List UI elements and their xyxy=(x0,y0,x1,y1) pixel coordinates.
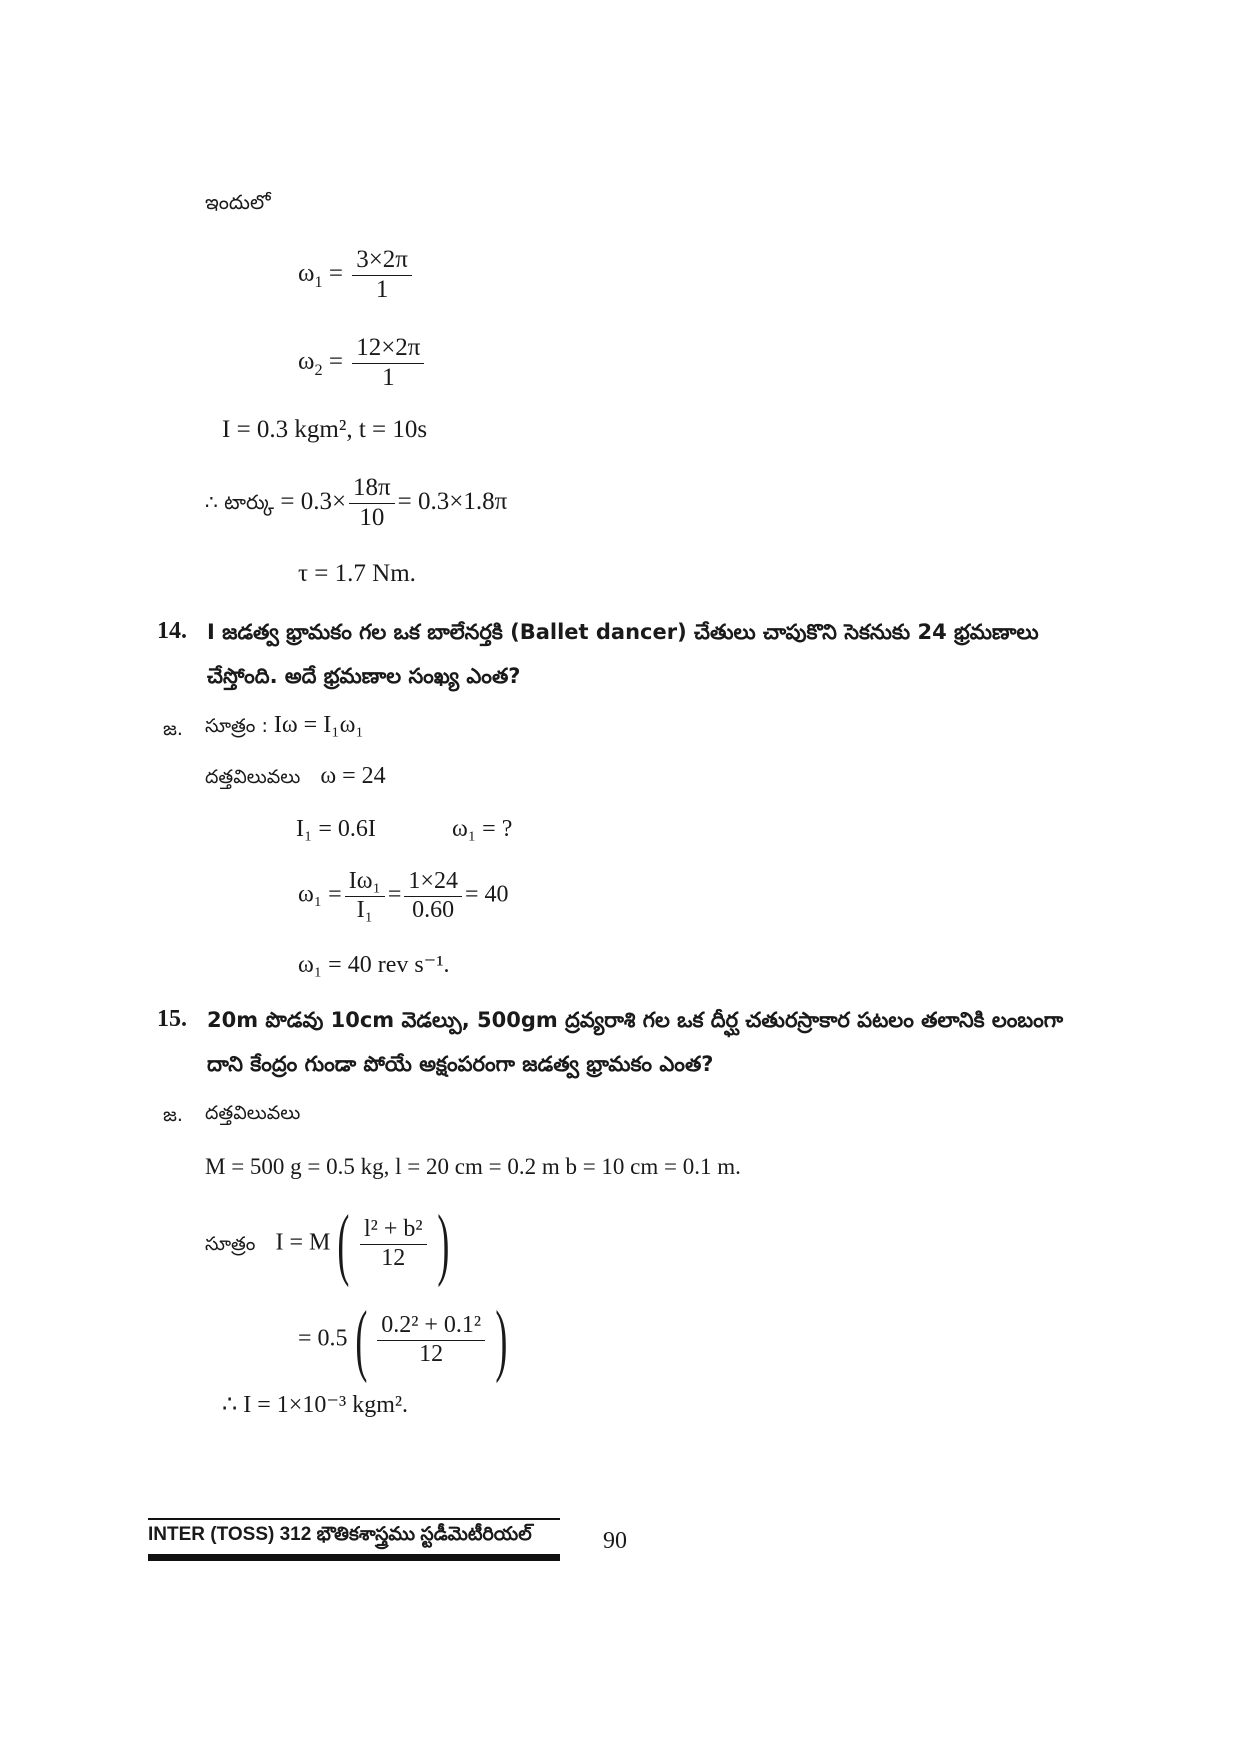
q15-sub-fraction: $\frac{\text{0.2² + 0.1²}}{12}$ xyxy=(377,1312,485,1368)
footer-title: INTER (TOSS) 312 భౌతికశాస్త్రము స్టడీమెటీరియల్ xyxy=(148,1524,532,1545)
q14-omega1-unknown: ω₁ = ? xyxy=(452,816,513,842)
q15-result: ∴ I = 1×10⁻³ kgm². xyxy=(222,1392,409,1418)
right-paren-icon: ) xyxy=(436,1200,449,1288)
q15-given-values: M = 500 g = 0.5 kg, l = 20 cm = 0.2 m b = 10 cm = 0.1 m. xyxy=(205,1154,741,1179)
q14-final: ω₁ = 40 rev s⁻¹. xyxy=(298,952,450,978)
q14-given-line: దత్తవిలువలు ω = 24 xyxy=(205,763,386,789)
omega2-equation: $\omega_2$ = $\frac{12\times 2\pi}{1}$ xyxy=(298,334,427,393)
question-15-text: 20m పొడవు 10cm వెడల్పు, 500gm ద్రవ్యరాశి గల ఒక దీర్ఘ చతురస్రాకార పటలం తలానికి లంబంగా దాని కేంద్రం గుండా పోయే అక్షంపరంగా జడత్వ భ్రామకం ఎంత? xyxy=(207,1008,1064,1076)
omega1-equation: $\omega_1$ = $\frac{3\times 2\pi}{1}$ xyxy=(298,246,415,305)
footer-thin-rule xyxy=(148,1518,560,1520)
page-number: 90 xyxy=(603,1528,627,1554)
question-15-number: 15. xyxy=(157,1006,187,1032)
tau-result: τ = 1.7 Nm. xyxy=(298,560,416,587)
footer-thick-rule xyxy=(148,1554,560,1561)
omega2-fraction: $\frac{12\times 2\pi}{1}$ xyxy=(352,334,424,393)
q15-formula: సూత్రం I = M( $\frac{\text{l² + b²}}{12}$ ) xyxy=(205,1200,449,1288)
q15-given-label: దత్తవిలువలు xyxy=(205,1102,301,1124)
q15-substitution: = 0.5( $\frac{\text{0.2² + 0.1²}}{12}$ ) xyxy=(298,1296,508,1384)
torque-equation: ∴ టార్కు = 0.3× $\frac{18\pi}{10}$ = 0.3×1.8π xyxy=(205,474,508,531)
answer-15-label: జ. xyxy=(163,1104,183,1126)
left-paren-icon: ( xyxy=(354,1296,367,1384)
q14-calculation: ω₁ = $\frac{\text{Iω₁}}{\text{I₁}}$ = $\frac{1\times 24}{0.60}$ = 40 xyxy=(298,868,509,923)
q14-formula-line: సూత్రం : Iω = I₁ω₁ xyxy=(205,712,364,738)
answer-14-label: జ. xyxy=(163,718,183,740)
right-paren-icon: ) xyxy=(495,1296,508,1384)
q15-formula-fraction: $\frac{\text{l² + b²}}{12}$ xyxy=(360,1216,427,1272)
q14-I1: I₁ = 0.6I xyxy=(296,816,376,842)
q14-calc-fraction-2: $\frac{1\times 24}{0.60}$ xyxy=(404,868,462,924)
question-14-text: I జడత్వ భ్రామకం గల ఒక బాలేనర్తకి (Ballet dancer) చేతులు చాపుకొని సెకనుకు 24 భ్రమణాలు చేస్తోంది. అదే భ్రమణాల సంఖ్య ఎంత? xyxy=(207,620,1039,688)
question-14-number: 14. xyxy=(157,618,187,644)
left-paren-icon: ( xyxy=(337,1200,350,1288)
intro-word: ఇందులో xyxy=(205,190,271,214)
q14-calc-fraction-1: $\frac{\text{Iω₁}}{\text{I₁}}$ xyxy=(345,868,385,924)
torque-fraction: $\frac{18\pi}{10}$ xyxy=(349,474,395,533)
given-inertia-time: I = 0.3 kgm², t = 10s xyxy=(222,416,428,443)
omega1-fraction: $\frac{3\times 2\pi}{1}$ xyxy=(352,246,412,305)
